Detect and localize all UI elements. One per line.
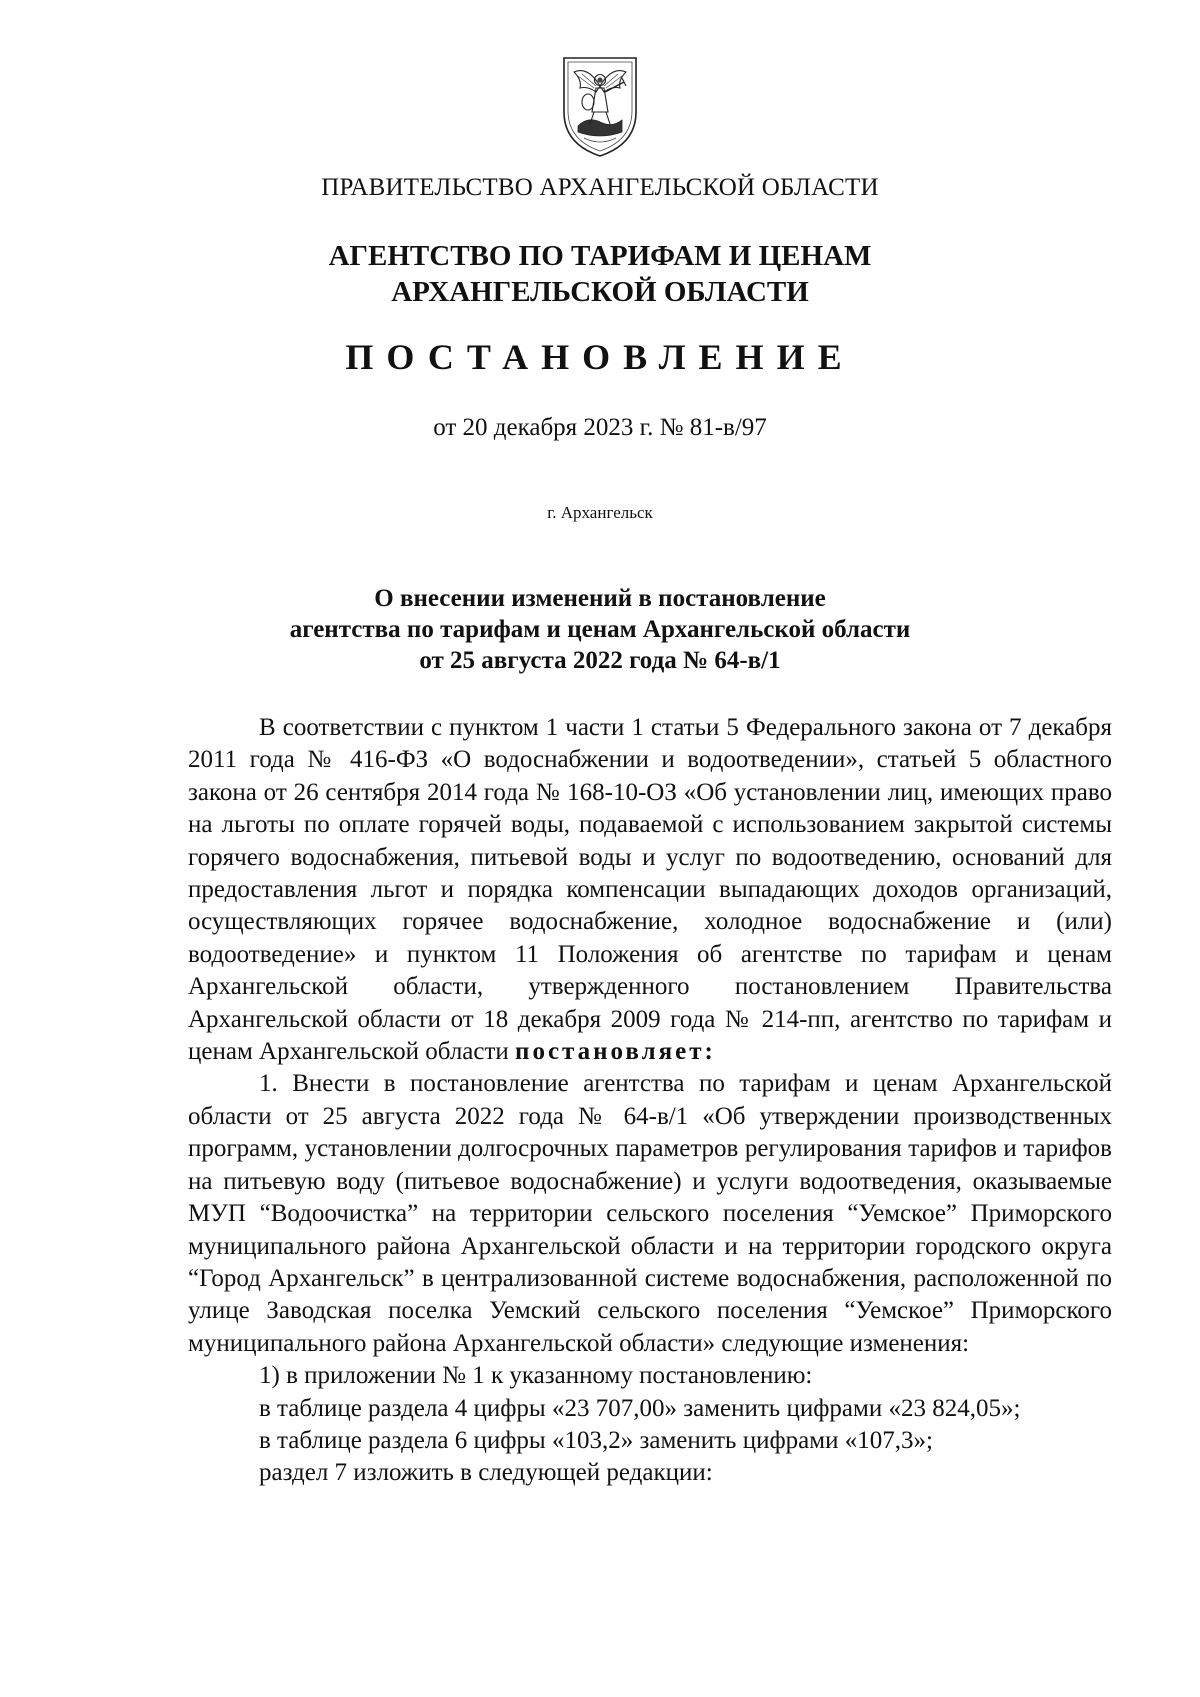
agency-name-line1: АГЕНТСТВО ПО ТАРИФАМ И ЦЕНАМ: [328, 240, 872, 272]
preamble-text: В соответствии с пунктом 1 части 1 статьи 5 Федерального закона от 7 декабря 2011 года № 416-ФЗ «О водоснабжении и водоотведении», статьей 5 областного закона от 26 сентября 2014 года № 168-10-ОЗ «Об установлении лиц, имеющих право на льготы по оплате горячей воды, подаваемой с использованием закрытой системы горячего водоснабжения, питьевой воды и услуг по водоотведению, оснований для предоставления льгот и порядка компенсации выпадающих доходов организаций, осуществляющих горячее водоснабжение, холодное водоснабжение и (или) водоотведение» и пунктом 11 Положения об агентстве по тарифам и ценам Архангельской области, утвержденного постановлением Правительства Архангельской области от 18 декабря 2009 года № 214-пп, агентство по тарифам и ценам Архангельской области: [188, 714, 1112, 1066]
agency-name: [0, 238, 1200, 310]
subject-line3: от 25 августа 2022 года № 64-в/1: [419, 647, 781, 674]
subitem-section-6: в таблице раздела 6 цифры «103,2» заменить цифрами «107,3»;: [259, 1426, 933, 1454]
subject-line2: агентства по тарифам и ценам Архангельской области: [289, 616, 911, 643]
paragraph-item-1: 1. Внести в постановление агентства по тарифам и ценам Архангельской области от 25 августа 2022 года № 64-в/1 «Об утверждении производственных программ, установлении долгосрочных параметров регулирования тарифов и тарифов на питьевую воду (питьевое водоснабжение) и услуги водоотведения, оказываемые МУП “Водоочистка” на территории сельского поселения “Уемское” Приморского муниципального района Архангельской области и на территории городского округа “Город Архангельск” в централизованной системе водоснабжения, расположенной по улице Заводская поселка Уемский сельского поселения “Уемское” Приморского муниципального района Архангельской области» следующие изменения:: [188, 1070, 1112, 1357]
subject-line1: О внесении изменений в постановление: [374, 585, 826, 612]
document-subject: [0, 583, 1200, 676]
document-date-number: от 20 декабря 2023 г. № 81-в/97: [433, 414, 767, 441]
subitem-1: 1) в приложении № 1 к указанному постановлению:: [259, 1362, 813, 1390]
coat-of-arms-icon: [558, 52, 642, 162]
document-type-title: ПОСТАНОВЛЕНИЕ: [345, 337, 855, 377]
document-place: г. Архангельск: [547, 503, 653, 522]
resolves-keyword: постановляет:: [515, 1038, 716, 1066]
subitem-section-4: в таблице раздела 4 цифры «23 707,00» заменить цифрами «23 824,05»;: [259, 1394, 1021, 1422]
agency-name-line2: АРХАНГЕЛЬСКОЙ ОБЛАСТИ: [391, 276, 809, 308]
government-name: ПРАВИТЕЛЬСТВО АРХАНГЕЛЬСКОЙ ОБЛАСТИ: [321, 174, 879, 201]
subitem-section-7: раздел 7 изложить в следующей редакции:: [259, 1459, 713, 1487]
document-body: [188, 712, 1112, 1490]
preamble-paragraph: [188, 712, 1112, 1068]
